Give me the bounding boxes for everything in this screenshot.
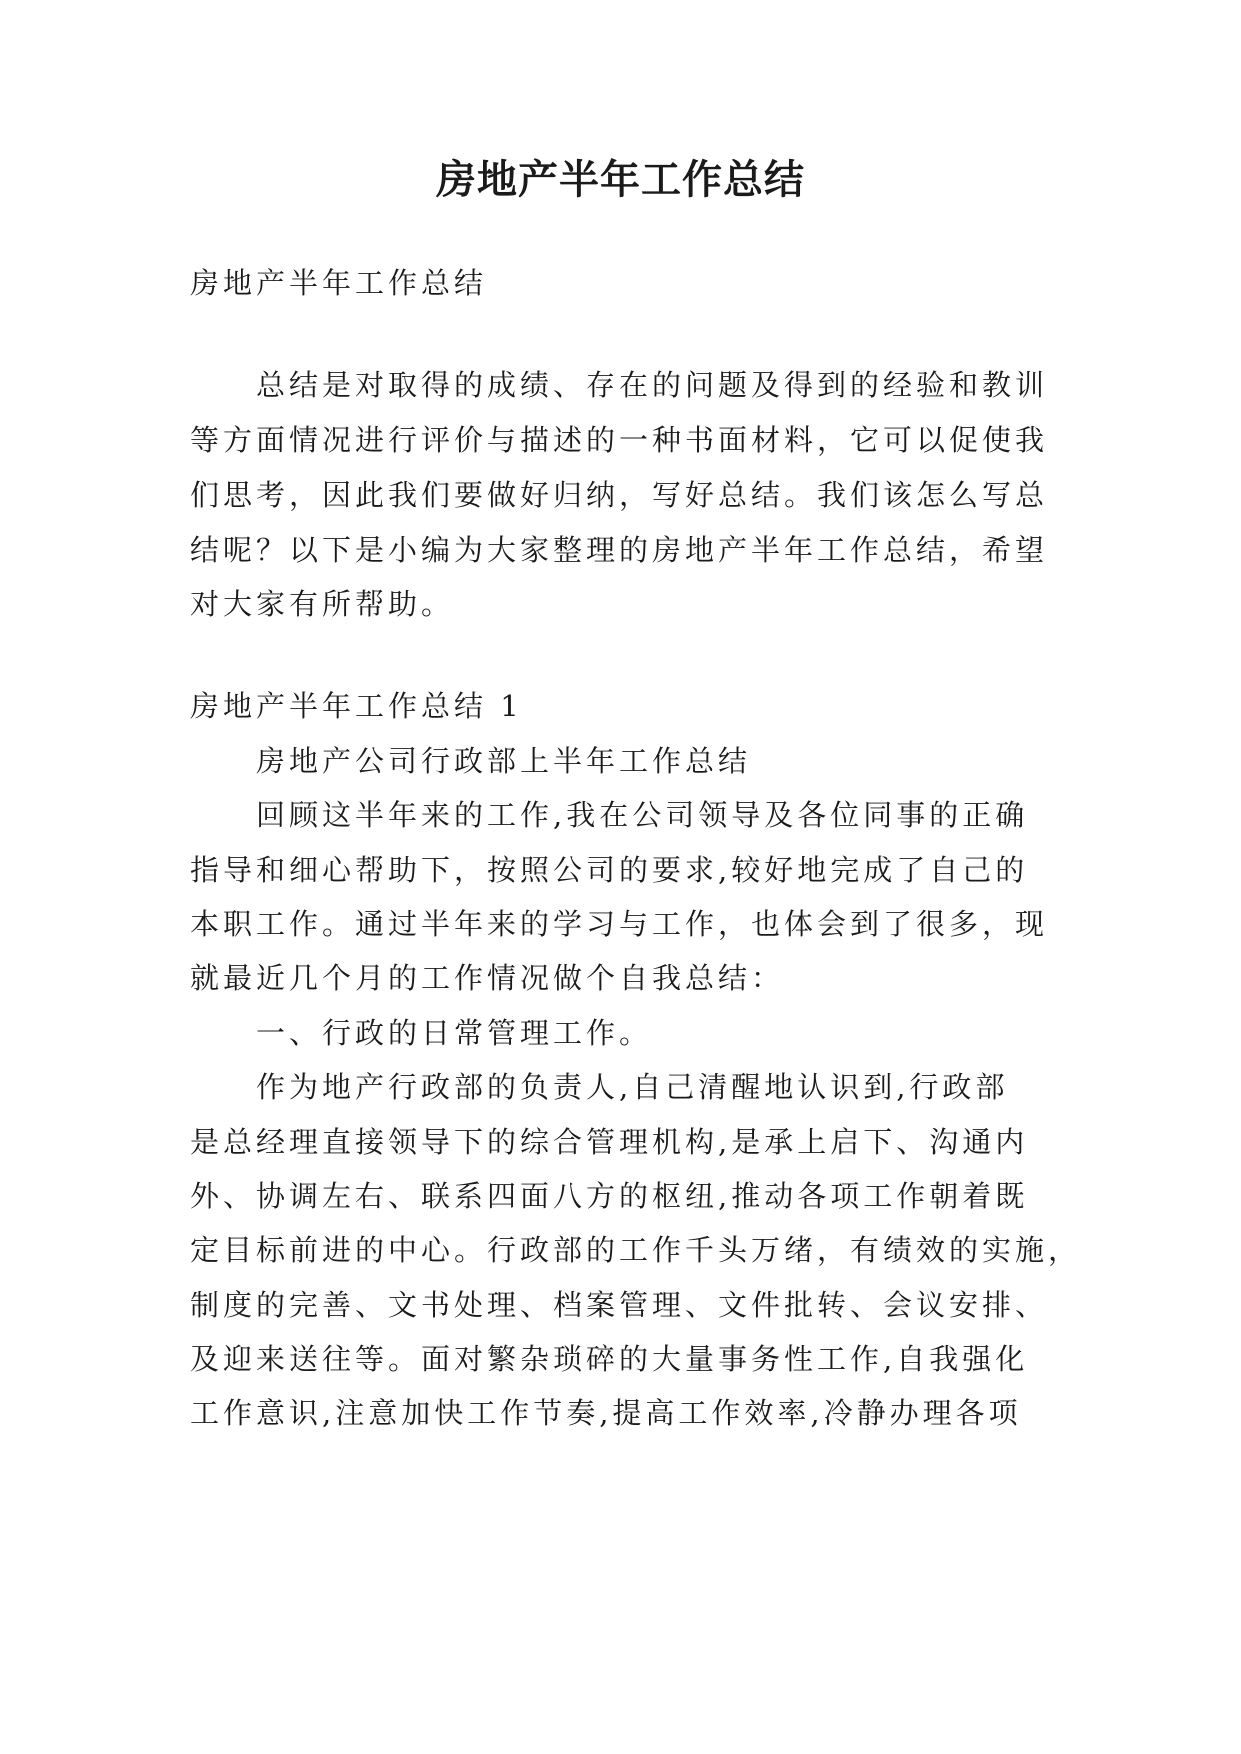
intro-line: 等方面情况进行评价与描述的一种书面材料，它可以促使我 bbox=[190, 423, 1049, 457]
document-title: 房地产半年工作总结 bbox=[436, 156, 805, 203]
intro-line: 结呢？以下是小编为大家整理的房地产半年工作总结，希望 bbox=[190, 533, 1049, 567]
body-line: 定目标前进的中心。行政部的工作千头万绪，有绩效的实施， bbox=[190, 1233, 1082, 1267]
review-line: 本职工作。通过半年来的学习与工作，也体会到了很多，现 bbox=[190, 907, 1049, 941]
body-line: 外、协调左右、联系四面八方的枢纽,推动各项工作朝着既 bbox=[190, 1179, 1029, 1213]
body-line: 工作意识,注意加快工作节奏,提高工作效率,冷静办理各项 bbox=[190, 1396, 1022, 1430]
body-line: 作为地产行政部的负责人,自己清醒地认识到,行政部 bbox=[256, 1070, 1009, 1104]
document-subtitle: 房地产半年工作总结 bbox=[190, 266, 488, 300]
item-heading: 一、行政的日常管理工作。 bbox=[256, 1016, 653, 1050]
review-line: 就最近几个月的工作情况做个自我总结： bbox=[190, 961, 785, 995]
review-line: 回顾这半年来的工作,我在公司领导及各位同事的正确 bbox=[256, 798, 1029, 832]
body-line: 及迎来送往等。面对繁杂琐碎的大量事务性工作,自我强化 bbox=[190, 1342, 1029, 1376]
review-line: 指导和细心帮助下，按照公司的要求,较好地完成了自己的 bbox=[190, 853, 1029, 887]
intro-line: 总结是对取得的成绩、存在的问题及得到的经验和教训 bbox=[256, 368, 1049, 402]
intro-line: 对大家有所帮助。 bbox=[190, 587, 455, 621]
section-subheading: 房地产公司行政部上半年工作总结 bbox=[256, 744, 752, 778]
body-line: 制度的完善、文书处理、档案管理、文件批转、会议安排、 bbox=[190, 1288, 1049, 1322]
intro-line: 们思考，因此我们要做好归纳，写好总结。我们该怎么写总 bbox=[190, 478, 1049, 512]
section-heading: 房地产半年工作总结 1 bbox=[190, 689, 523, 723]
body-line: 是总经理直接领导下的综合管理机构,是承上启下、沟通内 bbox=[190, 1125, 1029, 1159]
